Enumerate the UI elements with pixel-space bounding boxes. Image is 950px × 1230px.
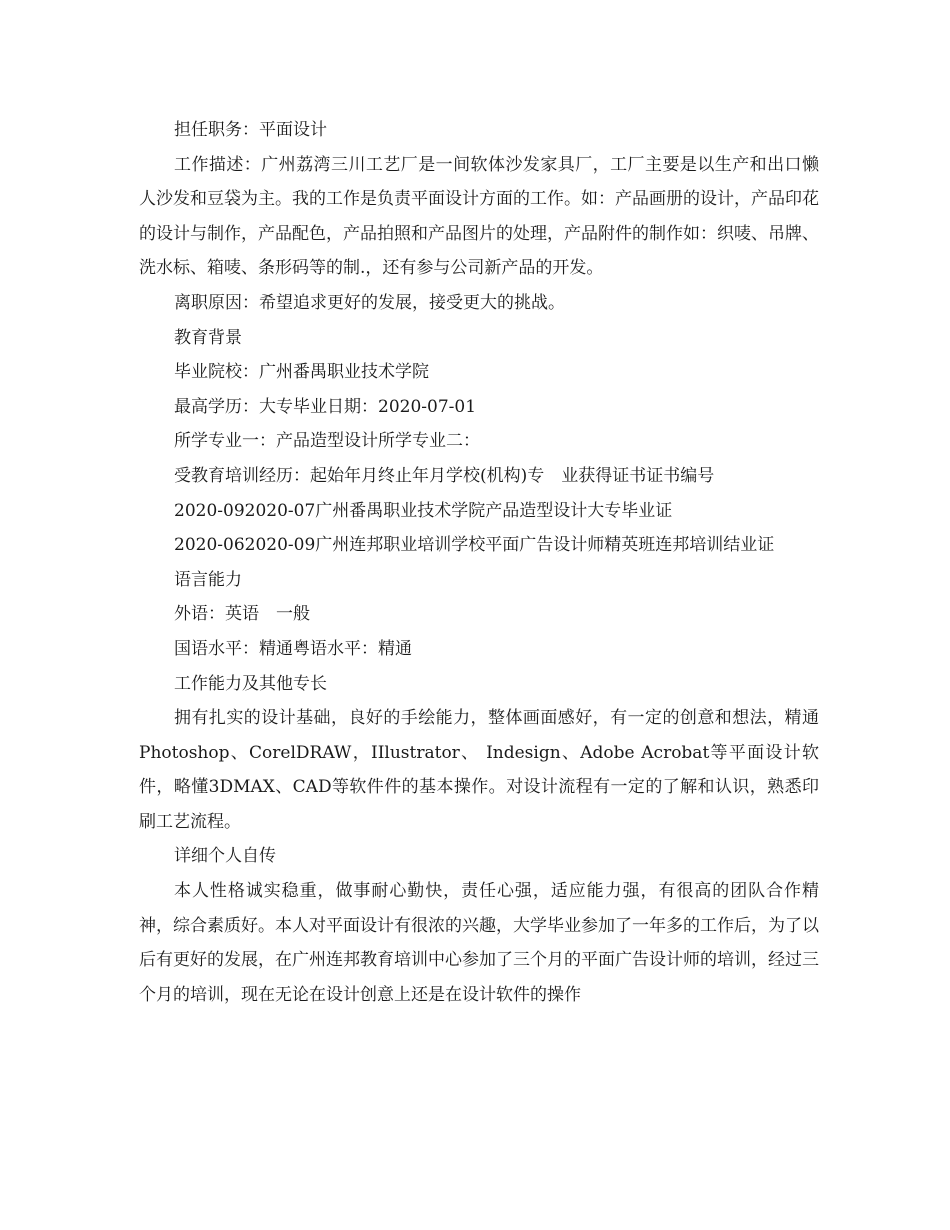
document-body [139,113,819,1012]
mandarin-cantonese-line: 国语水平：精通粤语水平：精通 [174,638,412,659]
leaving-reason-line: 离职原因：希望追求更好的发展，接受更大的挑战。 [174,292,565,313]
section-heading-skills: 工作能力及其他专长 [174,673,327,694]
highest-degree-line: 最高学历：大专毕业日期：2020-07-01 [174,396,477,417]
foreign-language-line: 外语：英语 一般 [174,604,310,625]
training-record-1: 2020-092020-07广州番禺职业技术学院产品造型设计大专毕业证 [174,500,673,521]
training-record-2: 2020-062020-09广州连邦职业培训学校平面广告设计师精英班连邦培训结业证 [174,535,775,556]
section-heading-education: 教育背景 [174,327,242,348]
major-line: 所学专业一：产品造型设计所学专业二： [174,431,480,452]
section-heading-autobiography: 详细个人自传 [174,846,276,867]
autobiography-paragraph: 本人性格诚实稳重，做事耐心勤快，责任心强，适应能力强，有很高的团队合作精神，综合素质好。本人对平面设计有很浓的兴趣，大学毕业参加了一年多的工作后，为了以后有更好的发展，在广州连邦教育培训中心参加了三个月的平面广告设计师的培训，经过三个月的培训，现在无论在设计创意上还是在设计软件的操作 [139,881,819,1005]
training-history-header: 受教育培训经历：起始年月终止年月学校(机构)专 业获得证书证书编号 [174,465,715,486]
skills-paragraph: 拥有扎实的设计基础，良好的手绘能力，整体画面感好，有一定的创意和想法，精通Photoshop、CorelDRAW，IIlustrator、 Indesign、Adobe Acrobat等平面设计软件，略懂3DMAX、CAD等软件件的基本操作。对设计流程有一定的了解和认识，熟悉印刷工艺流程。 [139,708,819,832]
job-description-paragraph: 工作描述：广州荔湾三川工艺厂是一间软体沙发家具厂，工厂主要是以生产和出口懒人沙发和豆袋为主。我的工作是负责平面设计方面的工作。如：产品画册的设计，产品印花的设计与制作，产品配色，产品拍照和产品图片的处理，产品附件的制作如：织唛、吊牌、洗水标、箱唛、条形码等的制.，还有参与公司新产品的开发。 [139,154,819,279]
job-position-line: 担任职务：平面设计 [174,120,327,140]
section-heading-language: 语言能力 [174,569,242,590]
graduate-school-line: 毕业院校：广州番禺职业技术学院 [174,362,429,383]
